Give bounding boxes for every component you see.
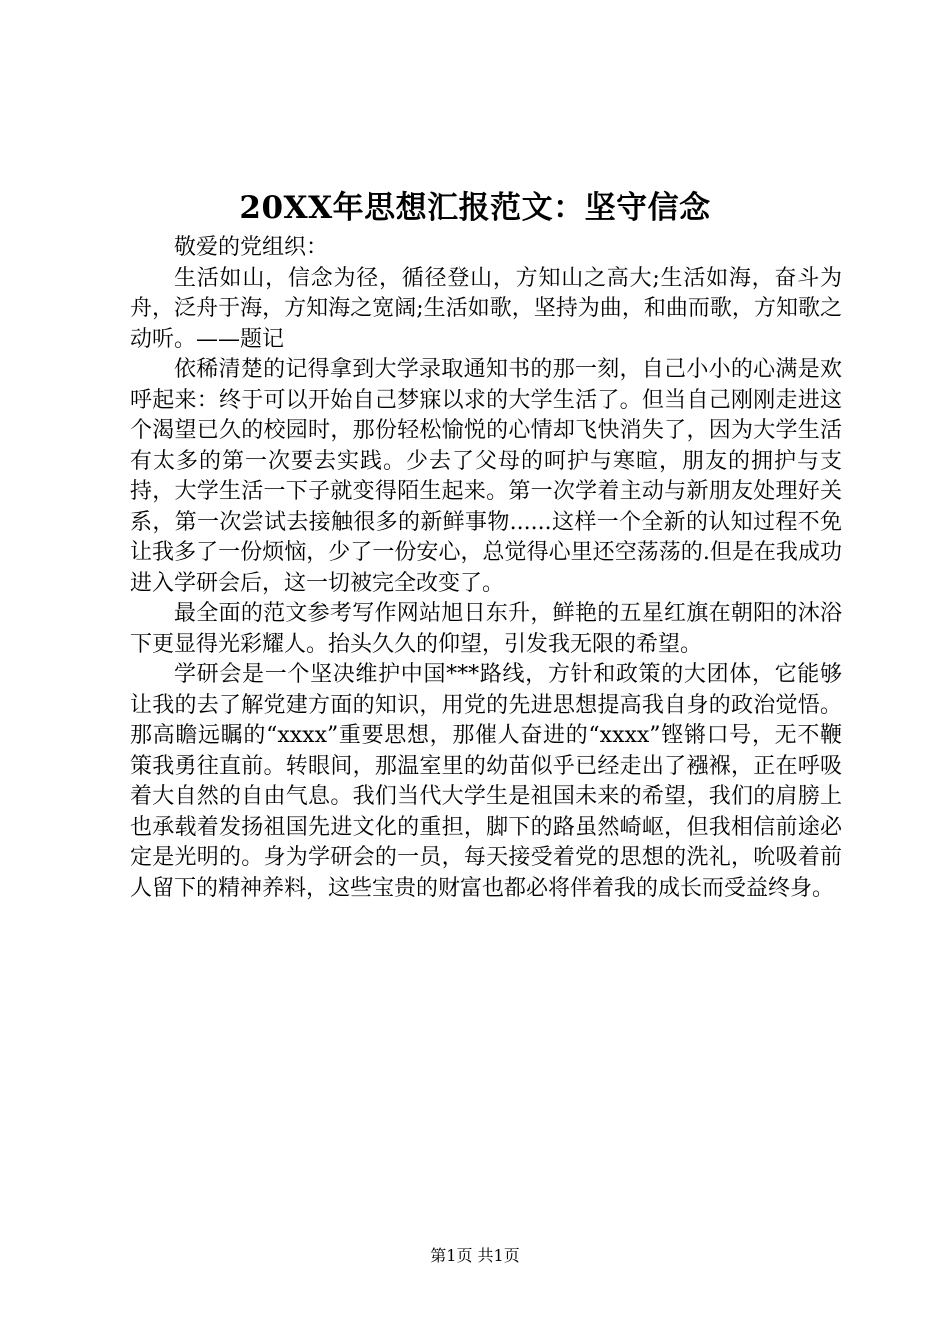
- paragraph-sunrise: 最全面的范文参考写作网站旭日东升，鲜艳的五星红旗在朝阳的沐浴下更显得光彩耀人。抬头久久的仰望，引发我无限的希望。: [130, 601, 842, 657]
- paragraph-epigraph: 生活如山，信念为径，循径登山，方知山之高大;生活如海，奋斗为舟，泛舟于海，方知海之宽阔;生活如歌，坚持为曲，和曲而歌，方知歌之动听。——题记: [130, 265, 842, 352]
- salutation: 敬爱的党组织：: [174, 235, 329, 260]
- paragraph-college-start: 依稀清楚的记得拿到大学录取通知书的那一刻，自己小小的心满是欢呼起来：终于可以开始自己梦寐以求的大学生活了。但当自己刚刚走进这个渴望已久的校园时，那份轻松愉悦的心情却飞快消失了，因为大学生活有太多的第一次要去实践。少去了父母的呵护与寒暄，朋友的拥护与支持，大学生活一下子就变得陌生起来。第一次学着主动与新朋友处理好关系，第一次尝试去接触很多的新鲜事物......这样一个全新的认知过程不免让我多了一份烦恼，少了一份安心，总觉得心里还空荡荡的.但是在我成功进入学研会后，这一切被完全改变了。: [130, 357, 842, 596]
- page-footer: 第1页 共1页: [430, 1246, 520, 1265]
- document-title: 20XX年思想汇报范文：坚守信念: [239, 190, 711, 226]
- document-body: [130, 233, 842, 904]
- paragraph-student-union: 学研会是一个坚决维护中国***路线，方针和政策的大团体，它能够让我的去了解党建方面的知识，用党的先进思想提高我自身的政治觉悟。那高瞻远瞩的“xxxx”重要思想，那催人奋进的“xxxx”铿锵口号，无不鞭策我勇往直前。转眼间，那温室里的幼苗似乎已经走出了襁褓，正在呼吸着大自然的自由气息。我们当代大学生是祖国未来的希望，我们的肩膀上也承载着发扬祖国先进文化的重担，脚下的路虽然崎岖，但我相信前途必定是光明的。身为学研会的一员，每天接受着党的思想的洗礼，吮吸着前人留下的精神养料，这些宝贵的财富也都必将伴着我的成长而受益终身。: [130, 662, 842, 901]
